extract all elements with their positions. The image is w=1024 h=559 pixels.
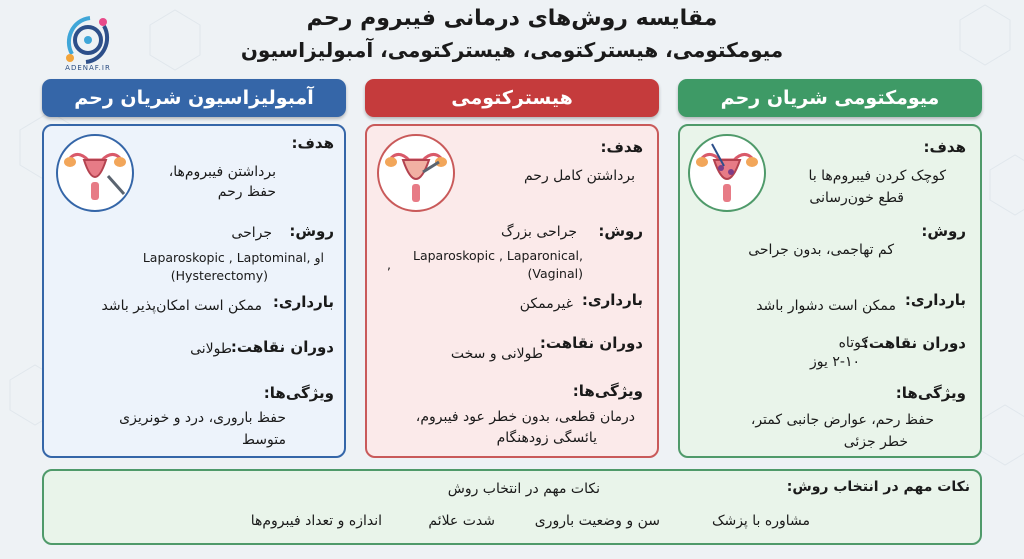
goal-value: حفظ رحم: [217, 184, 276, 200]
panel-myomectomy: [678, 124, 982, 458]
tip-item: سن و وضعیت باروری: [534, 513, 660, 529]
tip-item: مشاوره با پزشک: [711, 513, 810, 529]
goal-value: قطع خون‌رسانی: [809, 190, 904, 206]
panel-embolization: [42, 124, 346, 458]
features-value: درمان قطعی، بدون خطر عود فیبروم،: [415, 409, 635, 425]
goal-label: هدف:: [600, 138, 643, 156]
recovery-label: دوران نقاهت:: [230, 338, 334, 356]
recovery-value: طولانی: [190, 341, 232, 357]
method-value: کم تهاجمی، بدون جراحی: [748, 242, 894, 258]
features-value: متوسط: [242, 432, 286, 448]
recovery-value: طولانی و سخت: [450, 346, 543, 362]
pregnancy-label: بارداری:: [272, 293, 334, 311]
method-latin: Laparoskopic , Laparonical,: [413, 248, 583, 263]
goal-value: کوچک کردن فیبروم‌ها با: [808, 168, 946, 184]
tip-item: شدت علائم: [428, 513, 495, 529]
pregnancy-value: ممکن است امکان‌پذیر باشد: [101, 298, 262, 314]
page-subtitle: میومکتومی، هیسترکتومی، هیسترکتومی، آمبولیزاسیون: [240, 38, 784, 62]
features-value: حفظ باروری، درد و خونریزی: [119, 410, 286, 426]
pregnancy-label: بارداری:: [581, 291, 643, 309]
page-title: مقایسه روش‌های درمانی فیبروم رحم: [306, 6, 718, 31]
tip-item: اندازه و تعداد فیبروم‌ها: [250, 513, 382, 529]
column-header-embolization: آمبولیزاسیون شریان رحم: [42, 79, 346, 117]
uterus-artery-icon: [688, 134, 766, 212]
features-label: ویژگی‌ها:: [572, 382, 643, 400]
pregnancy-value: غیرممکن: [519, 296, 573, 312]
recovery-label: دوران نقاهت:: [539, 334, 643, 352]
method-value: جراحی: [231, 225, 272, 241]
method-latin: (Hysterectomy): [170, 268, 268, 283]
method-latin: ,: [387, 257, 391, 272]
pregnancy-label: بارداری:: [904, 291, 966, 309]
goal-label: هدف:: [291, 134, 334, 152]
method-latin: (Vaginal): [527, 266, 583, 281]
features-value: یائسگی زودهنگام: [496, 430, 597, 446]
selection-tips-box: [42, 469, 982, 545]
recovery-value: ۲-۱۰ یوز: [810, 354, 860, 370]
method-value: جراحی بزرگ: [501, 224, 577, 240]
recovery-label: دوران نقاهت:: [862, 334, 966, 352]
column-header-myomectomy: میومکتومی شریان رحم: [678, 79, 982, 117]
goal-value: برداشتن فیبروم‌ها،: [168, 164, 276, 180]
panel-hysterectomy: [365, 124, 659, 458]
recovery-value: کوتاه: [838, 335, 868, 351]
uterus-removal-icon: [377, 134, 455, 212]
method-latin: Laparoskopic , Laptominal, او: [142, 250, 324, 265]
features-value: حفظ رحم، عوارض جانبی کمتر،: [750, 412, 934, 428]
goal-value: برداشتن کامل رحم: [523, 168, 635, 184]
method-label: روش:: [598, 222, 643, 240]
features-label: ویژگی‌ها:: [263, 384, 334, 402]
method-label: روش:: [289, 222, 334, 240]
tips-title-right: نکات مهم در انتخاب روش:: [786, 479, 970, 495]
features-label: ویژگی‌ها:: [895, 384, 966, 402]
brand-logo-text: ADENAF.IR: [65, 64, 111, 72]
method-label: روش:: [921, 222, 966, 240]
pregnancy-value: ممکن است دشوار باشد: [756, 298, 896, 314]
tips-title-center: نکات مهم در انتخاب روش: [447, 481, 600, 497]
goal-label: هدف:: [923, 138, 966, 156]
uterus-surgery-icon: [56, 134, 134, 212]
features-value: خطر جزئی: [843, 434, 908, 450]
column-header-hysterectomy: هیسترکتومی: [365, 79, 659, 117]
